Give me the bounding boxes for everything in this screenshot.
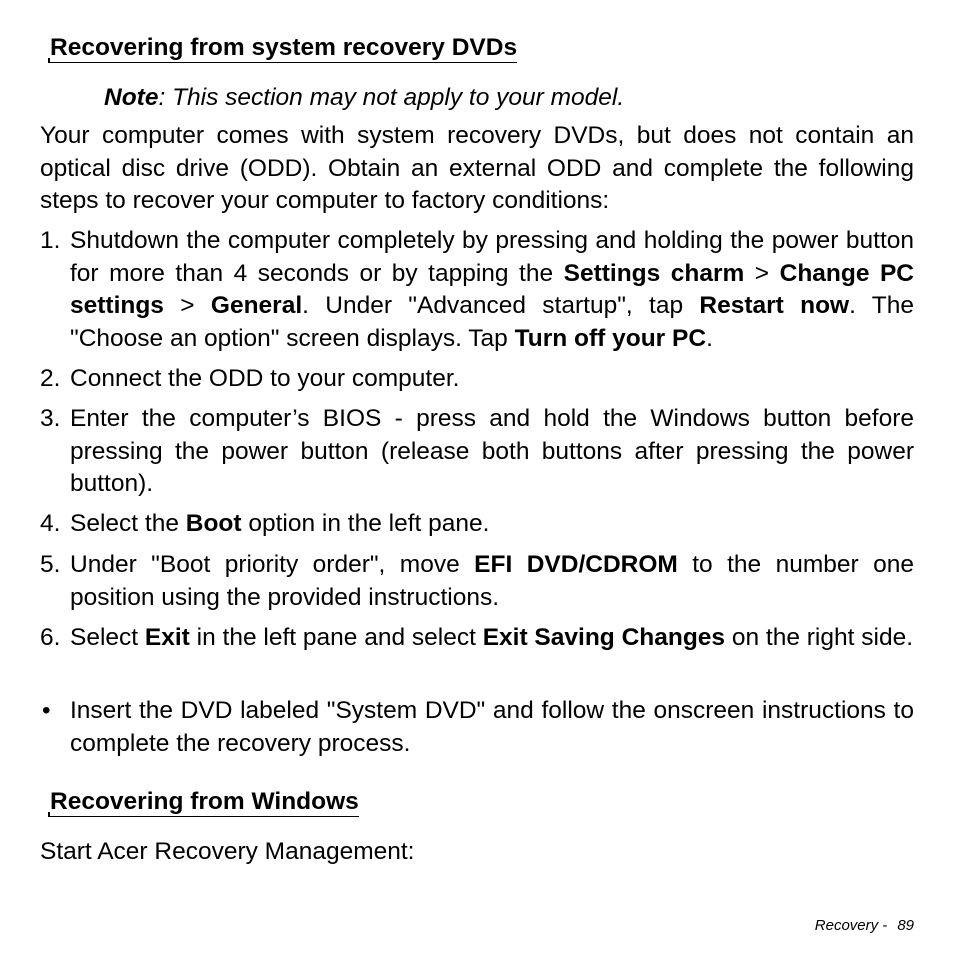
bold-term-general: General	[210, 292, 303, 319]
windows-intro-paragraph: Start Acer Recovery Management:	[40, 838, 415, 865]
heading-underline-tick	[48, 812, 50, 817]
list-marker: 4.	[40, 510, 61, 537]
bullet-text: Insert the DVD labeled "System DVD" and follow the onscreen instructions to complete the recovery process.	[70, 697, 914, 757]
list-marker: 5.	[40, 551, 61, 578]
step-text: Shutdown the computer completely by pressing and holding the power button for more than 4 seconds or by tapping the Settings charm > Change PC settings > General. Under "Advanced startup", tap Restart now. The "Choose an option" screen displays. Tap Turn off your PC.	[70, 227, 915, 352]
list-marker: 1.	[40, 227, 61, 254]
bold-term-turn-off-your-pc: Turn off your PC	[514, 324, 707, 352]
bold-term-exit-saving-changes: Exit Saving Changes	[482, 624, 726, 651]
bold-term-settings-charm: Settings charm	[563, 259, 745, 287]
section-heading-system-recovery-dvds	[50, 33, 517, 63]
intro-paragraph: Your computer comes with system recovery DVDs, but does not contain an optical disc drive (ODD). Obtain an external ODD and complete the following steps to recover your computer to factory conditions:	[40, 122, 914, 214]
step-text: Select Exit in the left pane and select Exit Saving Changes on the right side.	[70, 624, 913, 651]
bold-term-exit: Exit	[144, 624, 190, 651]
step-text: Under "Boot priority order", move EFI DVD/CDROM to the number one position using the provided instructions.	[70, 551, 915, 611]
section-heading-recovering-from-windows	[50, 787, 359, 817]
list-item-bullet	[40, 695, 914, 760]
bold-term-change-pc-settings: Change PC settings	[70, 259, 915, 319]
list-item-step-5	[40, 549, 914, 614]
list-item-step-3	[40, 403, 914, 501]
list-item-step-4	[40, 508, 914, 541]
model-note	[104, 83, 624, 113]
heading-underline-tick	[48, 58, 50, 63]
bullet-marker: •	[42, 697, 51, 724]
list-marker: 6.	[40, 624, 61, 651]
page-number: 89	[897, 917, 914, 934]
list-marker: 3.	[40, 405, 61, 432]
bold-term-restart-now: Restart now	[699, 292, 850, 319]
list-item-step-6	[40, 622, 914, 655]
bold-term-boot: Boot	[185, 510, 242, 537]
step-text: Connect the ODD to your computer.	[70, 365, 460, 392]
page-footer	[815, 917, 914, 934]
footer-label: Recovery -	[814, 917, 888, 934]
section-heading-text: Recovering from system recovery DVDs	[50, 34, 518, 61]
section-heading-text: Recovering from Windows	[50, 788, 359, 815]
note-text: : This section may not apply to your model.	[158, 84, 625, 111]
list-item-step-2	[40, 363, 914, 396]
bold-term-efi-dvd-cdrom: EFI DVD/CDROM	[474, 551, 678, 578]
step-text: Select the Boot option in the left pane.	[70, 510, 490, 537]
step-text: Enter the computer’s BIOS - press and hold the Windows button before pressing the power button (release both buttons after pressing the power button).	[70, 405, 914, 497]
list-item-step-1	[40, 225, 914, 355]
list-marker: 2.	[40, 365, 61, 392]
note-label: Note	[104, 84, 159, 111]
